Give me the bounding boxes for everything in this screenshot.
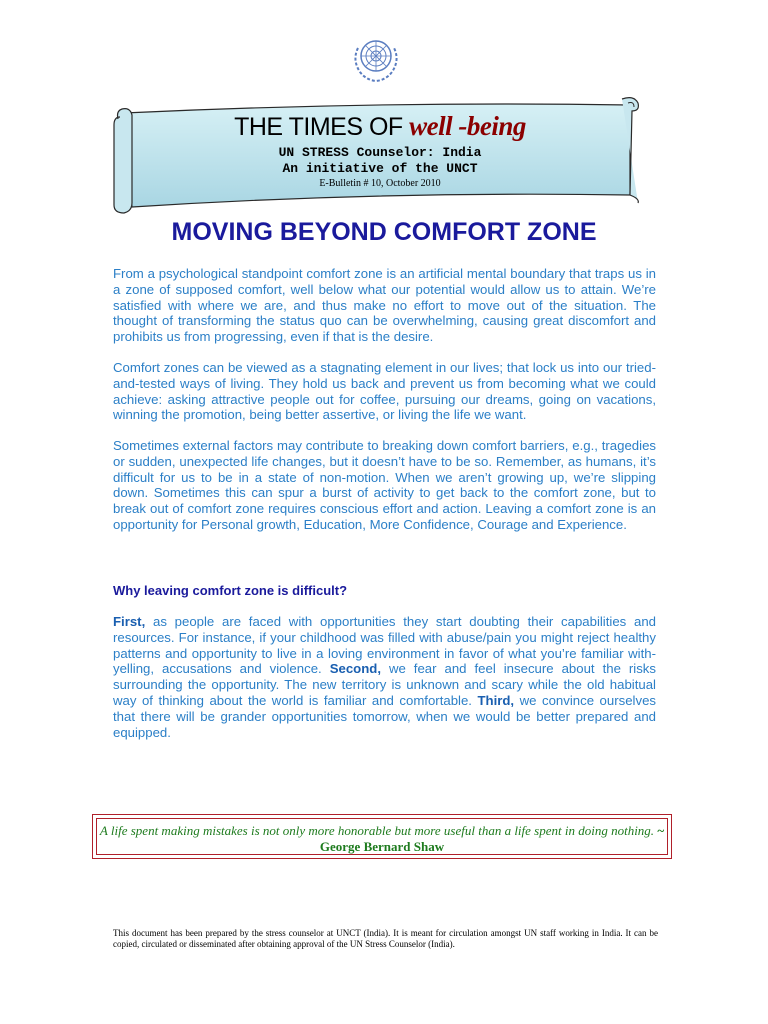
quote-author: ~ George Bernard Shaw (319, 823, 665, 854)
masthead (130, 108, 630, 189)
paragraph-1: From a psychological standpoint comfort zone is an artificial mental boundary that traps us in a zone of supposed comfort, well below what our potential would allow us to attain. We’re satisfied with where we are, and thus make no effort to move out of the situation. The thought of transforming the status quo can be overwhelming, causing great discomfort and prohibits us from progressing, even if that is the desire. (113, 266, 656, 345)
quote-text: A life spent making mistakes is not only more honorable but more useful than a life spent in doing nothing. (99, 823, 655, 838)
second-text: we fear and feel insecure about the risks surrounding the opportunity. The new territory is unknown and scary while the old habitual way of thinking about the world is familiar and comfortable. (113, 661, 656, 708)
masthead-line-1: UN STRESS Counselor: India (278, 145, 482, 160)
paragraph-3: Sometimes external factors may contribute to breaking down comfort barriers, e.g., tragedies or sudden, unexpected life changes, but it doesn’t have to be so. Remember, as humans, it’s difficult for us to be in a state of non-motion. When we aren’t growing up, we’re slipping down. Sometimes this can spur a burst of activity to get back to the comfort zone, but to break out of comfort zone requires conscious effort and action. Leaving a comfort zone is an opportunity for Personal growth, Education, More Confidence, Courage and Experience. (113, 438, 656, 532)
section-heading: Why leaving comfort zone is difficult? (113, 583, 348, 598)
quote-box (92, 814, 672, 859)
footer-note: This document has been prepared by the stress counselor at UNCT (India). It is meant for circulation amongst UN staff working in India. It can be copied, circulated or disseminated after obtaining approval of the UN Stress Counselor (India). (113, 928, 658, 949)
masthead-prefix: THE TIMES OF (234, 113, 403, 141)
un-emblem-icon (348, 30, 404, 86)
edition-label: E-Bulletin # 10, October 2010 (319, 178, 441, 189)
first-text: as people are faced with opportunities they start doubting their capabilities and resources. For instance, if your childhood was filled with abuse/pain you might reject healthy patterns and opportunity to live in a loving environment in favor of what you’re familiar with-yelling, accusations and violence. (113, 614, 656, 677)
paragraph-2: Comfort zones can be viewed as a stagnating element in our lives; that lock us into our tried-and-tested ways of living. They hold us back and prevent us from becoming what we could achieve: asking attractive people out for coffee, pursuing our dreams, going on vacations, winning the promotion, being better assertive, or living the life we want. (113, 360, 656, 423)
quote (96, 818, 668, 855)
third-label: Third, (477, 692, 515, 708)
article-title: MOVING BEYOND COMFORT ZONE (171, 218, 597, 246)
third-text: we convince ourselves that there will be grander opportunities tomorrow, when we would be better prepared and equipped. (113, 692, 656, 740)
masthead-line-2: An initiative of the UNCT (282, 161, 478, 176)
second-label: Second, (329, 661, 381, 677)
reasons-paragraph (113, 614, 656, 740)
masthead-brand: well -being (409, 111, 526, 141)
first-label: First, (113, 614, 146, 629)
masthead-title (130, 108, 630, 145)
